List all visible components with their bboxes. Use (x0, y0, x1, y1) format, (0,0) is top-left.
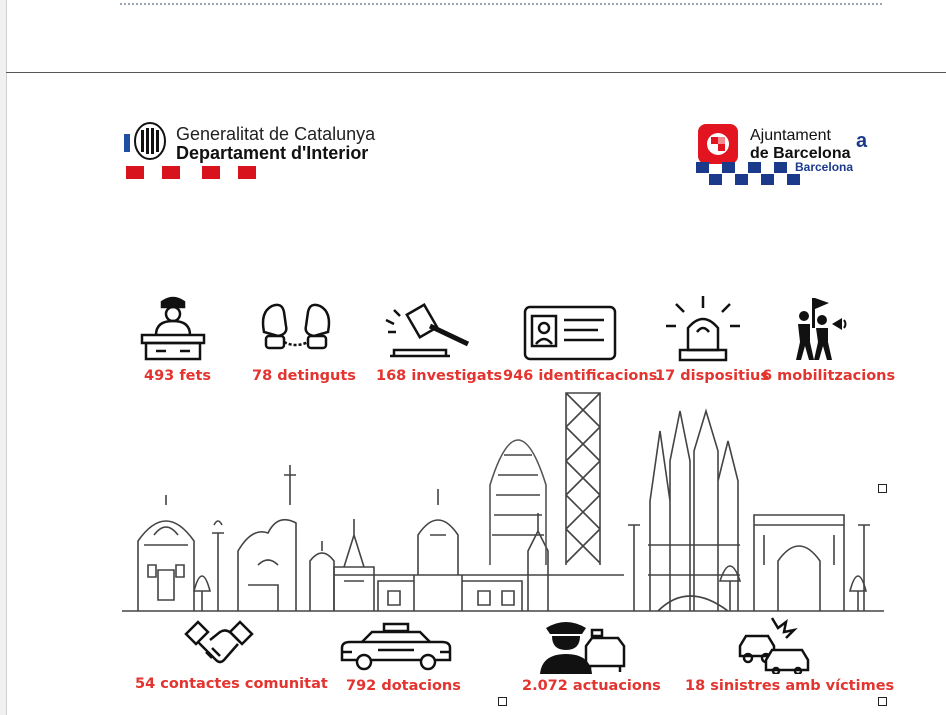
resize-handle[interactable] (498, 697, 507, 706)
police-car-icon (338, 622, 454, 672)
stat-fets: 493 fets (144, 368, 212, 384)
ajuntament-line2: de Barcelona (750, 145, 851, 162)
stat-contactes-comunitat: 54 contactes comunitat (135, 676, 328, 692)
checker-block (774, 162, 787, 173)
siren-icon (664, 292, 742, 364)
stat-sinistres: 18 sinistres amb víctimes (685, 678, 895, 694)
car-crash-icon (736, 616, 816, 674)
ajuntament-logo (692, 120, 872, 190)
generalitat-line2: Departament d'Interior (176, 143, 369, 163)
checker-block (722, 162, 735, 173)
barcelona-shield-icon (698, 124, 738, 164)
checker-block (761, 174, 774, 185)
red-block (126, 166, 144, 179)
checker-block (735, 174, 748, 185)
checker-block (709, 174, 722, 185)
checker-block (787, 174, 800, 185)
stat-identificacions: 946 identificacions (503, 368, 658, 384)
generalitat-emblem-icon (134, 122, 166, 160)
resize-handle[interactable] (878, 484, 887, 493)
police-officer-icon (540, 616, 626, 674)
logo-fragment-sub: Barcelona (795, 160, 854, 174)
ajuntament-line1: Ajuntament (750, 127, 831, 144)
handcuffed-hands-icon (258, 296, 334, 360)
generalitat-line1: Generalitat de Catalunya (176, 124, 376, 144)
header-rule (6, 72, 946, 73)
stat-detinguts: 78 detinguts (252, 368, 356, 384)
logo-fragment (124, 134, 130, 152)
checker-block (748, 162, 761, 173)
red-block (162, 166, 180, 179)
barcelona-skyline-illustration (118, 385, 888, 615)
stat-mobilitzacions: 6 mobilitzacions (762, 368, 896, 384)
police-desk-icon (138, 290, 208, 362)
stat-dispositius: 17 dispositius (655, 368, 770, 384)
left-panel-edge (0, 0, 7, 715)
generalitat-logo (124, 122, 394, 182)
checker-block (696, 162, 709, 173)
stat-dotacions: 792 dotacions (346, 678, 461, 694)
id-card-icon (522, 304, 618, 362)
red-block (202, 166, 220, 179)
stat-actuacions: 2.072 actuacions (522, 678, 661, 694)
handshake-icon (184, 618, 254, 672)
dotted-divider (120, 3, 882, 5)
red-block (238, 166, 256, 179)
stat-investigats: 168 investigats (376, 368, 503, 384)
protest-icon (788, 296, 850, 362)
resize-handle[interactable] (878, 697, 887, 706)
logo-fragment-letter: a (856, 130, 868, 152)
gavel-icon (382, 298, 474, 366)
